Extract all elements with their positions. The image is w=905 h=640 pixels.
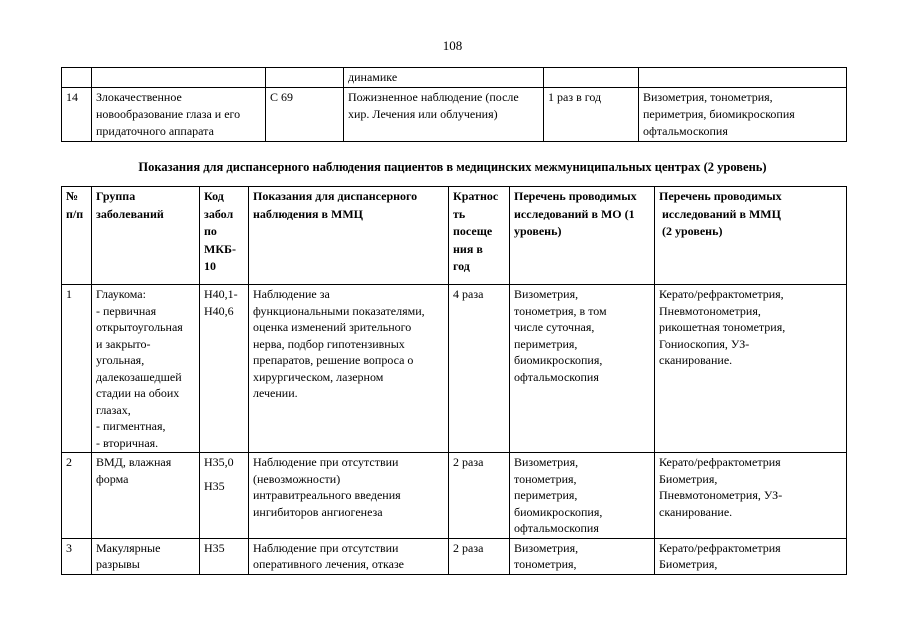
- cell-num: 1: [62, 285, 92, 453]
- text-line: Пневмотонометрия,: [659, 303, 761, 318]
- cell-indications: [344, 88, 544, 142]
- text-line: - вторичная.: [96, 435, 159, 450]
- header-line: Группа: [96, 189, 136, 203]
- text-line: открытоугольная: [96, 320, 183, 334]
- cell-tests-mo: [510, 453, 655, 539]
- main-table: [61, 186, 847, 575]
- text-line: Злокачественное: [96, 90, 182, 104]
- text-line: Н40,1-: [204, 287, 238, 301]
- cell-indications: [249, 453, 449, 539]
- cell-indications: [249, 285, 449, 453]
- text-line: Н40,6: [204, 303, 234, 318]
- header-frequency: [449, 187, 510, 285]
- cell-frequency: 2 раза: [449, 453, 510, 539]
- header-indications: [249, 187, 449, 285]
- cell-empty: [62, 68, 92, 88]
- cell-num: 3: [62, 538, 92, 574]
- text-line: офтальмоскопия: [643, 124, 728, 138]
- text-line: тонометрия,: [514, 557, 577, 571]
- text-line: хир. Лечения или облучения): [348, 107, 498, 121]
- cell-frequency: 4 раза: [449, 285, 510, 453]
- text-line: биомикроскопия,: [514, 504, 603, 519]
- header-line: ть: [453, 206, 466, 221]
- header-line: год: [453, 259, 470, 273]
- text-line: Н35: [204, 540, 225, 555]
- header-line: по: [204, 224, 217, 238]
- cell-num: 2: [62, 453, 92, 539]
- header-line: Кратнос: [453, 189, 499, 203]
- text-line: функциональными показателями,: [253, 303, 425, 318]
- cell-num: 14: [62, 88, 92, 142]
- text-line: лечении.: [253, 386, 298, 400]
- cell-group: [92, 285, 200, 453]
- text-line: ингибиторов ангиогенеза: [253, 504, 383, 519]
- text-line: периметрия, биомикроскопия: [643, 107, 795, 121]
- text-line: Визометрия, тонометрия,: [643, 90, 773, 104]
- header-line: заболеваний: [96, 206, 164, 221]
- cell-frequency: 2 раза: [449, 538, 510, 574]
- cell-empty: [266, 68, 344, 88]
- text-line: (невозможности): [253, 471, 341, 486]
- cell-frequency: 1 раз в год: [544, 88, 639, 142]
- text-line: препаратов, решение вопроса о: [253, 353, 414, 367]
- cell-group: [92, 88, 266, 142]
- text-line: Наблюдение при отсутствии: [253, 455, 399, 469]
- cell-tests-mo: [510, 538, 655, 574]
- header-line: уровень): [514, 224, 562, 238]
- text-line: Биометрия,: [659, 471, 718, 486]
- text-line: угольная,: [96, 353, 145, 367]
- header-num: [62, 187, 92, 285]
- header-line: забол: [204, 206, 234, 221]
- cell-tests: [639, 88, 847, 142]
- text-line: биомикроскопия,: [514, 353, 603, 367]
- text-line: тонометрия,: [514, 471, 577, 486]
- cell-tests-mmc: [655, 285, 847, 453]
- text-line: ВМД, влажная: [96, 455, 172, 469]
- header-line: МКБ-: [204, 241, 236, 256]
- text-line: офтальмоскопия: [514, 369, 599, 384]
- text-line: сканирование.: [659, 353, 733, 367]
- cell-indications: [249, 538, 449, 574]
- text-line: Визометрия,: [514, 455, 579, 469]
- text-line: офтальмоскопия: [514, 521, 599, 535]
- header-line: 10: [204, 259, 216, 273]
- text-line: Н35,0: [204, 455, 234, 469]
- text-line: Биометрия,: [659, 557, 718, 571]
- page-number: 108: [442, 38, 463, 53]
- header-tests-mo: [510, 187, 655, 285]
- header-line: Показания для диспансерного: [253, 189, 418, 203]
- text-line: Керато/рефрактометрия,: [659, 287, 784, 301]
- text-line: Наблюдение за: [253, 287, 330, 301]
- cell-group: [92, 453, 200, 539]
- table-row: [62, 453, 847, 539]
- header-line: ния в: [453, 241, 483, 256]
- text-line: стадии на обоих: [96, 386, 180, 400]
- text-line: Керато/рефрактометрия: [659, 540, 781, 555]
- text-line: Глаукома:: [96, 287, 146, 301]
- text-line: тонометрия, в том: [514, 303, 607, 318]
- cell-tests-mo: [510, 285, 655, 453]
- spacer: [204, 471, 244, 478]
- cell-indications: динамике: [344, 68, 544, 88]
- text-line: сканирование.: [659, 504, 733, 519]
- table-row: [62, 88, 847, 142]
- text-line: и закрыто-: [96, 336, 151, 351]
- text-line: Пожизненное наблюдение (после: [348, 90, 519, 104]
- header-line: Код: [204, 189, 224, 203]
- text-line: придаточного аппарата: [96, 124, 214, 138]
- cell-empty: [639, 68, 847, 88]
- header-line: исследований в ММЦ: [659, 206, 781, 221]
- text-line: глазах,: [96, 402, 131, 417]
- text-line: периметрия,: [514, 336, 578, 351]
- cell-code: [200, 453, 249, 539]
- header-group: [92, 187, 200, 285]
- text-line: числе суточная,: [514, 320, 595, 334]
- header-line: Перечень проводимых: [659, 189, 782, 203]
- section-title: Показания для диспансерного наблюдения пациентов в медицинских межмуниципальных центрах (2 уровень): [138, 160, 767, 174]
- text-line: Наблюдение при отсутствии: [253, 540, 399, 555]
- text-line: оперативного лечения, отказе: [253, 557, 405, 571]
- header-tests-mmc: [655, 187, 847, 285]
- cell-code: [200, 285, 249, 453]
- header-line: №: [66, 189, 79, 203]
- table-row: [62, 285, 847, 453]
- continuation-row: [62, 68, 847, 88]
- text-line: Керато/рефрактометрия: [659, 455, 781, 469]
- cell-code: [200, 538, 249, 574]
- table-row: [62, 538, 847, 574]
- text-line: разрывы: [96, 557, 140, 571]
- header-line: Перечень проводимых: [514, 189, 637, 203]
- header-code: [200, 187, 249, 285]
- text-line: Макулярные: [96, 540, 161, 555]
- cell-code: С 69: [266, 88, 344, 142]
- text-line: хирургическом, лазерном: [253, 369, 384, 384]
- cell-tests-mmc: [655, 453, 847, 539]
- header-line: посеще: [453, 224, 493, 238]
- text-line: новообразование глаза и его: [96, 107, 241, 121]
- text-line: оценка изменений зрительного: [253, 320, 412, 334]
- header-line: наблюдения в ММЦ: [253, 206, 364, 221]
- header-line: п/п: [66, 206, 84, 221]
- cell-group: [92, 538, 200, 574]
- text-line: Пневмотонометрия, УЗ-: [659, 488, 783, 502]
- text-line: интравитреального введения: [253, 488, 401, 502]
- text-line: рикошетная тонометрия,: [659, 320, 786, 334]
- text-line: Визометрия,: [514, 287, 579, 301]
- text-line: - пигментная,: [96, 419, 166, 433]
- cell-empty: [92, 68, 266, 88]
- header-line: (2 уровень): [659, 224, 723, 238]
- header-line: исследований в МО (1: [514, 206, 635, 221]
- continuation-table: [61, 67, 847, 142]
- text-line: Визометрия,: [514, 540, 579, 555]
- text-line: Гониоскопия, УЗ-: [659, 336, 750, 351]
- text-line: - первичная: [96, 303, 157, 318]
- text-line: нерва, подбор гипотензивных: [253, 336, 405, 351]
- header-row: [62, 187, 847, 285]
- text-line: форма: [96, 471, 129, 486]
- cell-empty: [544, 68, 639, 88]
- text-line: Н35: [204, 478, 225, 493]
- text-line: далекозашедшей: [96, 369, 182, 384]
- cell-tests-mmc: [655, 538, 847, 574]
- text-line: периметрия,: [514, 488, 578, 502]
